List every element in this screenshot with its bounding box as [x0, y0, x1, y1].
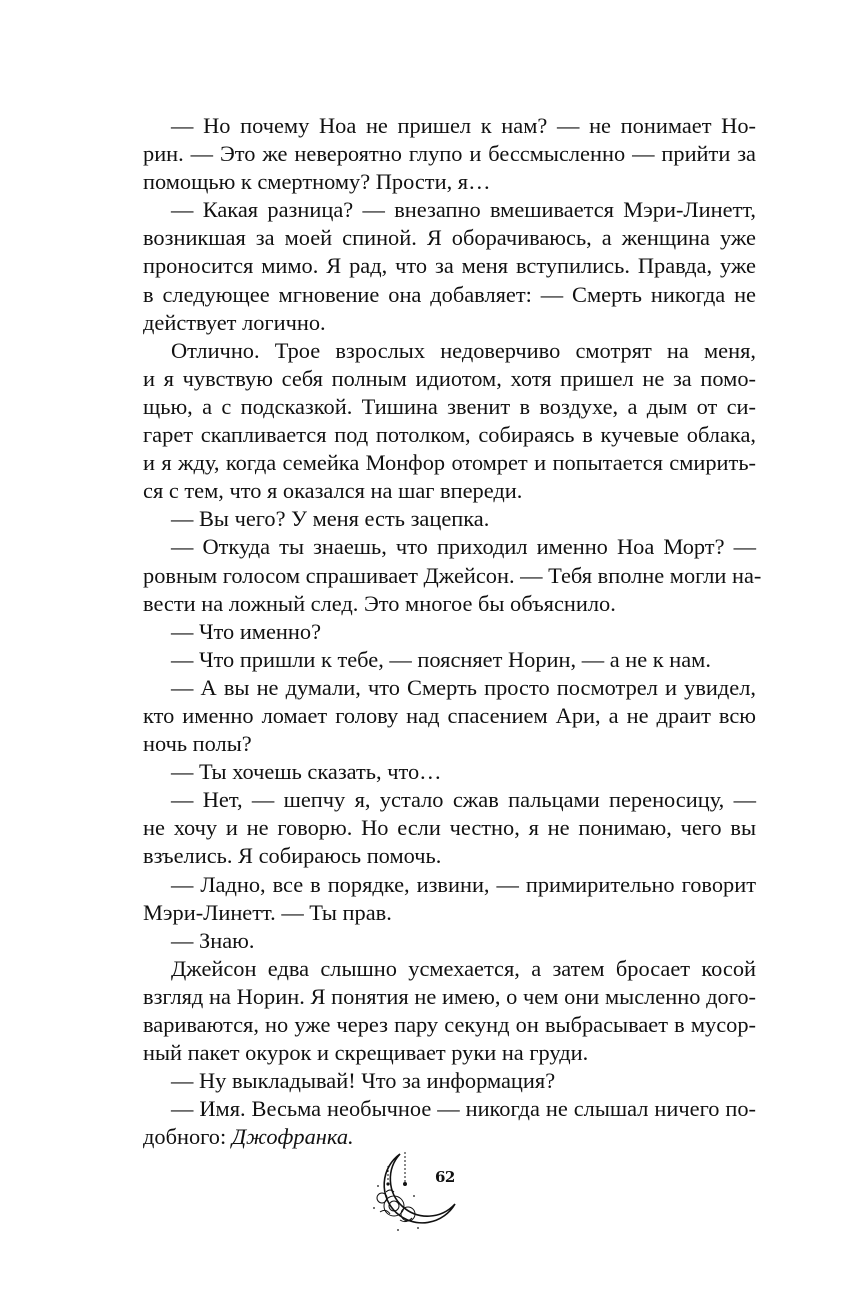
text-line: возникшая за моей спиной. Я оборачиваюсь, а женщина уже — [143, 225, 756, 251]
text-line: — Имя. Весьма необычное — никогда не слышал ничего по- — [171, 1096, 756, 1122]
text-line: гарет скапливается под потолком, собираясь в кучевые облака, — [143, 422, 756, 448]
text-line: взъелись. Я собираюсь помочь. — [143, 843, 442, 869]
italic-name: Джофранка. — [231, 1124, 354, 1150]
text-line: — Откуда ты знаешь, что приходил именно Ноа Морт? — — [171, 534, 756, 560]
text-line: Мэри-Линетт. — Ты прав. — [143, 899, 392, 925]
text-line: ся с тем, что я оказался на шаг впереди. — [143, 478, 523, 504]
text-line: в следующее мгновение она добавляет: — Смерть никогда не — [143, 281, 756, 307]
text-line: — Вы чего? У меня есть зацепка. — [171, 506, 490, 532]
text-line: — А вы не думали, что Смерть просто посмотрел и увидел, — [171, 674, 756, 700]
page-number: 62 — [435, 1168, 455, 1186]
text-line: щью, а с подсказкой. Тишина звенит в воздухе, а дым от си- — [143, 393, 756, 419]
text-line: — Ну выкладывай! Что за информация? — [171, 1068, 556, 1094]
crescent-moon-icon — [360, 1142, 460, 1242]
text-line: — Ладно, все в порядке, извини, — примирительно говорит — [171, 871, 756, 897]
text-line: — Что пришли к тебе, — поясняет Норин, — а не к нам. — [171, 646, 711, 672]
text-line: — Ты хочешь сказать, что… — [171, 759, 442, 785]
text-line: взгляд на Норин. Я понятия не имею, о чем они мысленно дого- — [143, 983, 756, 1009]
text-line: вариваются, но уже через пару секунд он выбрасывает в мусор- — [143, 1012, 756, 1037]
text-line: — Какая разница? — внезапно вмешивается Мэри-Линетт, — [171, 197, 756, 223]
text-line: ный пакет окурок и скрещивает руки на груди. — [143, 1040, 589, 1066]
text-line-start: добного: — [143, 1124, 232, 1150]
text-line: ровным голосом спрашивает Джейсон. — Тебя вполне могли на- — [143, 562, 762, 588]
body-text — [143, 112, 762, 1151]
text-line: кто именно ломает голову над спасением Ари, а не драит всю — [143, 702, 756, 728]
text-line: — Знаю. — [171, 927, 255, 953]
text-line: проносится мимо. Я рад, что за меня вступились. Правда, уже — [143, 253, 756, 279]
text-line: ночь полы? — [143, 731, 252, 757]
text-line: — Нет, — шепчу я, устало сжав пальцами переносицу, — — [171, 787, 756, 813]
text-line: и я жду, когда семейка Монфор отомрет и попытается смирить- — [143, 450, 756, 476]
text-line: Отлично. Трое взрослых недоверчиво смотрят на меня, — [171, 337, 756, 363]
text-line: не хочу и не говорю. Но если честно, я не понимаю, чего вы — [143, 815, 756, 841]
text-line: действует логично. — [143, 309, 326, 335]
folio-ornament — [360, 1142, 460, 1242]
text-line: помощью к смертному? Прости, я… — [143, 169, 491, 195]
text-line: — Что именно? — [171, 618, 322, 644]
text-line: — Но почему Ноа не пришел к нам? — не понимает Но- — [171, 113, 756, 138]
text-line: вести на ложный след. Это многое бы объяснило. — [143, 590, 616, 616]
text-line: рин. — Это же невероятно глупо и бессмысленно — прийти за — [143, 141, 756, 167]
text-line: и я чувствую себя полным идиотом, хотя пришел не за помо- — [143, 365, 756, 391]
text-line: Джейсон едва слышно усмехается, а затем бросает косой — [171, 955, 756, 981]
